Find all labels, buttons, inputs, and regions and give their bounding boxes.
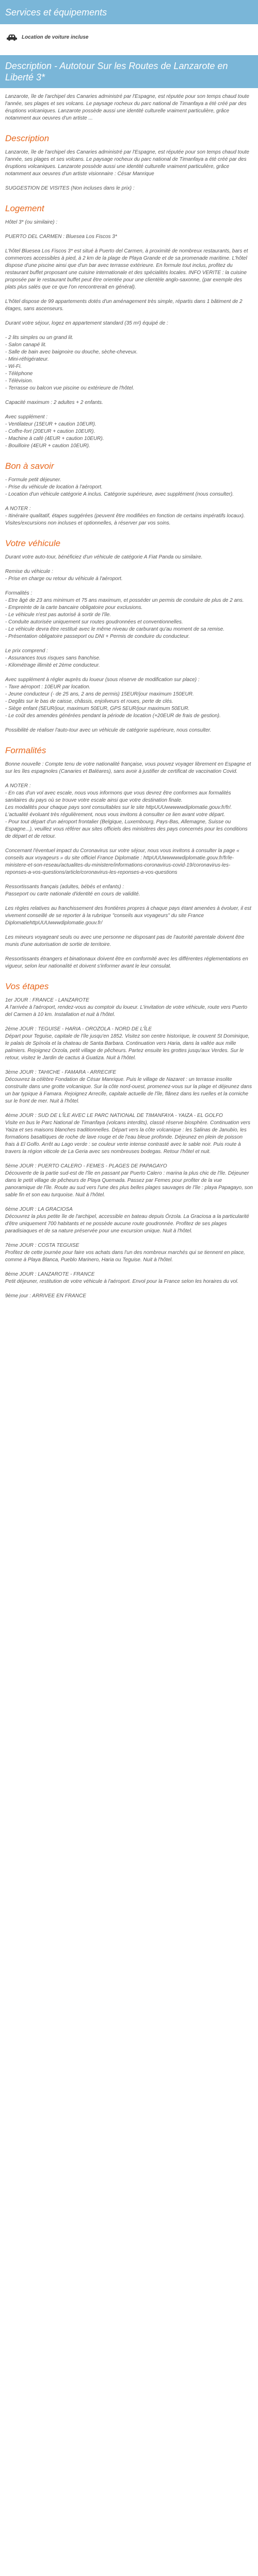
vehicule-paragraph: Possibilité de réaliser l'auto-tour avec un véhicule de catégorie supérieure, nous consulter.: [5, 727, 212, 733]
vehicule-paragraph: Le prix comprend : - Assurances tous risques sans franchise. - Kilométrage illimité et 2ème conducteur.: [5, 648, 101, 668]
logement-paragraph: Durant votre séjour, logez en appartement standard (35 m²) équipé de :: [5, 320, 168, 326]
car-icon: [6, 33, 18, 41]
services-item-label: Location de voiture incluse: [22, 34, 89, 40]
vehicule-title: Votre véhicule: [5, 538, 61, 548]
vehicule-paragraph: Durant votre auto-tour, bénéficiez d'un véhicule de catégorie A Fiat Panda ou similaire.: [5, 554, 203, 560]
etape-day: 2ème JOUR : TEGUISE - HARIA - OROZOLA - NORD DE L'ÎLE Départ pour Teguise, capitale de l'île jusqu'en 1852. Visitez son centre historique, le couvent St Dominique, le palais de Spínola et la chateau de Santa Barbara. Continuation vers Haria, dans la vallée aux mille palmiers. Rejoignez Orzola, petit village de pêcheurs. Partez ensuite les grottes jusqu'aux Verdes. Sur le retour, visitez le Jardin de cactus à Guatiza. Nuit à l'hôtel.: [5, 1026, 250, 1061]
logement-section: [5, 219, 253, 450]
vehicule-paragraph: Remise du véhicule : - Prise en charge ou retour du véhicule à l'aéroport.: [5, 569, 123, 582]
services-banner: Services et équipements: [0, 0, 258, 24]
formalites-paragraph: A NOTER : - En cas d'un vol avec escale, nous vous informons que vous devrez être conformes aux formalités sanitaires du pays où se trouve votre escale ainsi que votre destination finale. Les modalités pour chaque pays sont consultables sur le site httpUUUwwwwwdiplomatie.gouv.fr/fr/. L'actualité évoluant très régulièrement, nous vous invitons à consulter ce lien avant votre départ. - Pour tout départ d'un aéroport frontalier (Belgique, Luxembourg, Pays-Bas, Allemagne, Suisse ou Espagne...), veuillez vous référer aux sites officiels des ministères des pays concernés pour les conditions de départ et de retour.: [5, 783, 248, 839]
bon-a-savoir-paragraph: - Formule petit déjeuner. - Prise du véhicule de location à l'aéroport. - Location d'un véhicule catégorie A inclus. Catégorie supérieure, avec supplément (nous consulter).: [5, 477, 234, 497]
formalites-paragraph: Ressortissants étrangers et binationaux doivent être en conformité avec les différentes réglementations en vigueur, selon leur nationalité et doivent s'informer avant le leur consulat.: [5, 956, 248, 969]
logement-title: Logement: [5, 204, 44, 213]
description-title: Description: [5, 133, 50, 143]
logement-paragraph: - 2 lits simples ou un grand lit. - Salon canapé lit. - Salle de bain avec baignoire ou douche, sèche-cheveux. - Mini-réfrigérateur. - Wi-Fi. - Téléphone - Télévision. - Terrasse ou balcon vue piscine ou extérieure de l'hôtel.: [5, 335, 138, 391]
formalites-paragraph: Ressortissants français (adultes, bébés et enfants) : Passeport ou carte nationale d'identité en cours de validité.: [5, 884, 140, 897]
services-row: [0, 33, 258, 41]
logement-paragraph: Avec supplément : - Ventilateur (15EUR + caution 10EUR). - Coffre-fort (20EUR + caution 10EUR). - Machine à café (4EUR + caution 10EUR). - Bouilloire (4EUR + caution 10EUR).: [5, 414, 104, 449]
formalites-paragraph: Les règles relatives au franchissement des frontières propres à chaque pays étant amenées à évoluer, il est vivement conseillé de se reporter à la rubrique "conseils aux voyageurs" du site France DiplomatiehttpUUUwwwdiplomatie.gouv.fr/: [5, 906, 251, 926]
bon-a-savoir-title: Bon à savoir: [5, 461, 54, 471]
logement-paragraph: Capacité maximum : 2 adultes + 2 enfants.: [5, 400, 103, 405]
etape-day: 5ème JOUR : PUERTO CALERO - FEMES - PLAGES DE PAPAGAYO Découverte de la partie sud-est de l'île en passant par Puerto Calero : marina la plus chic de l'île. Déjeuner dans le petit village de pêcheurs de Playa Quemada. Passez par Femes pour profiter de la vue panoramique de l'île. Route au sud vers l'une des plus belles plages sauvages de l'île : playa Papagayo, son sable fin et son eau turquoise. Nuit à l'hôtel.: [5, 1163, 253, 1198]
intro-paragraph: Lanzarote, île de l'archipel des Canaries administré par l'Espagne, est réputée pour son temps chaud toute l'année, ses plages et ses volcans. Le paysage rocheux du parc national de Timanfaya a été créé par des éruptions volcaniques. Lanzarote possède aussi une identité culturelle vraiment particulière, grâce notamment aux oeuvres d'un artiste ...: [5, 94, 249, 121]
etape-day: 1er JOUR : FRANCE - LANZAROTE A l'arrivée à l'aéroport, rendez-vous au comptoir du loueur. L'invitation de votre véhicule, route vers Puerto del Carmen à 10 km. Installation et nuit à l'hôtel.: [5, 997, 248, 1018]
etape-day: 4ème JOUR : SUD DE L'ÎLE AVEC LE PARC NATIONAL DE TIMANFAYA - YAIZA - EL GOLFO Visite en bus le Parc National de Timanfaya (volcans interdits), classé réserve biosphère. Continuation vers Yaiza et ses maisons blanches traditionnelles. Départ vers la côte volcanique : les Salinas de Janubio, les formations basaltiques de roche de lave rouge et de l'eau bleue profonde. Déjeunez en plein de poisson frais à El Golfo. Arrêt au Lago verde : se couleur verte intense contrasté avec le sable noir. Puis route à travers la région viticole de La Geria avec ses nombreuses bodegas. Retour l'hôtel et nuit.: [5, 1113, 250, 1155]
etape-day: 8ème JOUR : LANZAROTE - FRANCE Petit déjeuner, restitution de votre véhicule à l'aéroport. Envol pour la France selon les horaires du vol.: [5, 1272, 239, 1284]
etape-day: 9ème jour : ARRIVEE EN FRANCE: [5, 1293, 86, 1299]
description-section: [5, 149, 253, 192]
vehicule-paragraph: Formalités : - Etre âgé de 23 ans minimum et 75 ans maximum, et posséder un permis de conduire de plus de 2 ans. - Empreinte de la carte bancaire obligatoire pour exclusions. - Le véhicule n'est pas autorisé à sortir de l'île. - Conduite autorisée uniquement sur routes goudronnées et conventionnelles. - Le véhicule devra être restitué avec le même niveau de carburant qu'au moment de sa remise. - Présentation obligatoire passeport ou DNI + Permis de conduire du conducteur.: [5, 590, 244, 639]
description-banner: Description - Autotour Sur les Routes de Lanzarote en Liberté 3*: [0, 55, 258, 88]
formalites-paragraph: Les mineurs voyageant seuls ou avec une personne ne disposant pas de l'autorité parentale doivent être munis d'une autorisation de sortie de territoire.: [5, 935, 245, 947]
vehicule-section: [5, 554, 253, 734]
logement-paragraph: L'hôtel dispose de 99 appartements dotés d'un aménagement très simple, répartis dans 1 bâtiment de 2 étages, sans ascenseurs.: [5, 299, 243, 312]
etape-day: 3ème JOUR : TAHICHE - FAMARA - ARRECIFE Découvrez la célèbre Fondation de César Manrique. Puis le village de Nazaret : un terrasse insolite construite dans une grotte volcanique. Sur la côte nord-ouest, promenez-vous sur la plage et déjeunez dans un bar typique à Famara. Rejoignez Arrecife, capitale actuelle de l'île, flânez dans les ruelles et la corniche sur le front de mer. Nuit à l'hôtel.: [5, 1070, 252, 1104]
bon-a-savoir-paragraph: A NOTER : - Itinéraire qualitatif, étapes suggérées (peuvent être modifiées en fonction de certains impératifs locaux). Visites/excursions non incluses et optionnelles, à réserver par vos soins.: [5, 506, 245, 526]
vehicule-paragraph: Avec supplément à régler auprès du loueur (sous réserve de modification sur place) : - Taxe aéroport : 10EUR par location. - Jeune conducteur (- de 25 ans, 2 ans de permis) 15EUR/jour maximum 150EUR. - Degâts sur le bas de caisse, châssis, enjoliveurs et roues, perte de clés. - Siège enfant (5EUR/jour, maximum 50EUR, GPS 5EUR/jour maximum 50EUR. - Le coût des amendes générées pendant la période de location (+20EUR de frais de gestion).: [5, 677, 221, 719]
logement-paragraph: L'hôtel Bluesea Los Fiscos 3* est situé à Puerto del Carmen, à proximité de nombreux restaurants, bars et commerces accessibles à pied, à 2 km de la plage de Playa Grande et de sa promenade maritime. L'hôtel dispose d'une piscine ainsi que d'un bar avec terrasse extérieure. En formule tout inclus, profitez du restaurant buffet proposant une cuisine internationale et des spécialités locales. INFO VERITE : la cuisine proposée par le restaurant buffet peut être orientée pour une clientèle anglo-saxonne, (par exemple des plats plus salés que ce que l'on rencontrerait en général).: [5, 248, 248, 290]
formalites-paragraph: Bonne nouvelle : Compte tenu de votre nationalité française, vous pouvez voyager librement en Espagne et sur les îles espagnoles (Canaries et Baléares), sans avoir à justifier de certificat de vaccination Covid.: [5, 761, 251, 774]
etapes-title: Vos étapes: [5, 981, 49, 991]
formalites-paragraph: Concernant l'éventuel impact du Coronavirus sur votre séjour, nous vous invitons à consulter la page « conseils aux voyageurs » du site officiel France Diplomatie : httpUUUwwwwwdiplomatie.gouv.fr/fr/le-ministere-et-son-reseau/actualites-du-ministere/informations-coronavirus-covid-19/coronavirus-les-reponses-a-vos-questions/article/coronavirus-les-reponses-a-vos-questions: [5, 848, 239, 875]
description-paragraph: Lanzarote, île de l'archipel des Canaries administré par l'Espagne, est réputée pour son temps chaud toute l'année, ses plages et ses volcans. Le paysage rocheux du parc national de Timanfaya a été créé par des éruptions volcaniques. Lanzarote possède aussi une identité culturelle vraiment particulière, grâce notamment aux oeuvres d'un artiste visionnaire : César Manrique: [5, 149, 249, 177]
logement-paragraph: PUERTO DEL CARMEN : Bluesea Los Fiscos 3*: [5, 234, 117, 240]
logement-paragraph: Hôtel 3* (ou similaire) :: [5, 219, 58, 225]
description-paragraph: SUGGESTION DE VISITES (Non incluses dans le prix) :: [5, 185, 135, 191]
etape-day: 7ème JOUR : COSTA TEGUISE Profitez de cette journée pour faire vos achats dans l'un des nombreux marchés qui se tiennent en place, comme à Playa Blanca, Pueblo Marinero, Haria ou Teguise. Nuit à l'hôtel.: [5, 1243, 245, 1263]
etapes-section: [5, 997, 253, 1300]
formalites-title: Formalités: [5, 745, 46, 755]
formalites-section: [5, 761, 253, 970]
main-content: [0, 93, 258, 1300]
etape-day: 6ème JOUR : LA GRACIOSA Découvrez la plus petite île de l'archipel, accessible en bateau depuis Órzola. La Graciosa a la particularité d'être uniquement 700 habitants et ne possède aucune route goudronnée. Profitez de ses plages paradisiaques et de sa nature préservée pour une excursion unique. Nuit à l'hôtel.: [5, 1207, 249, 1234]
bon-a-savoir-section: [5, 477, 253, 527]
